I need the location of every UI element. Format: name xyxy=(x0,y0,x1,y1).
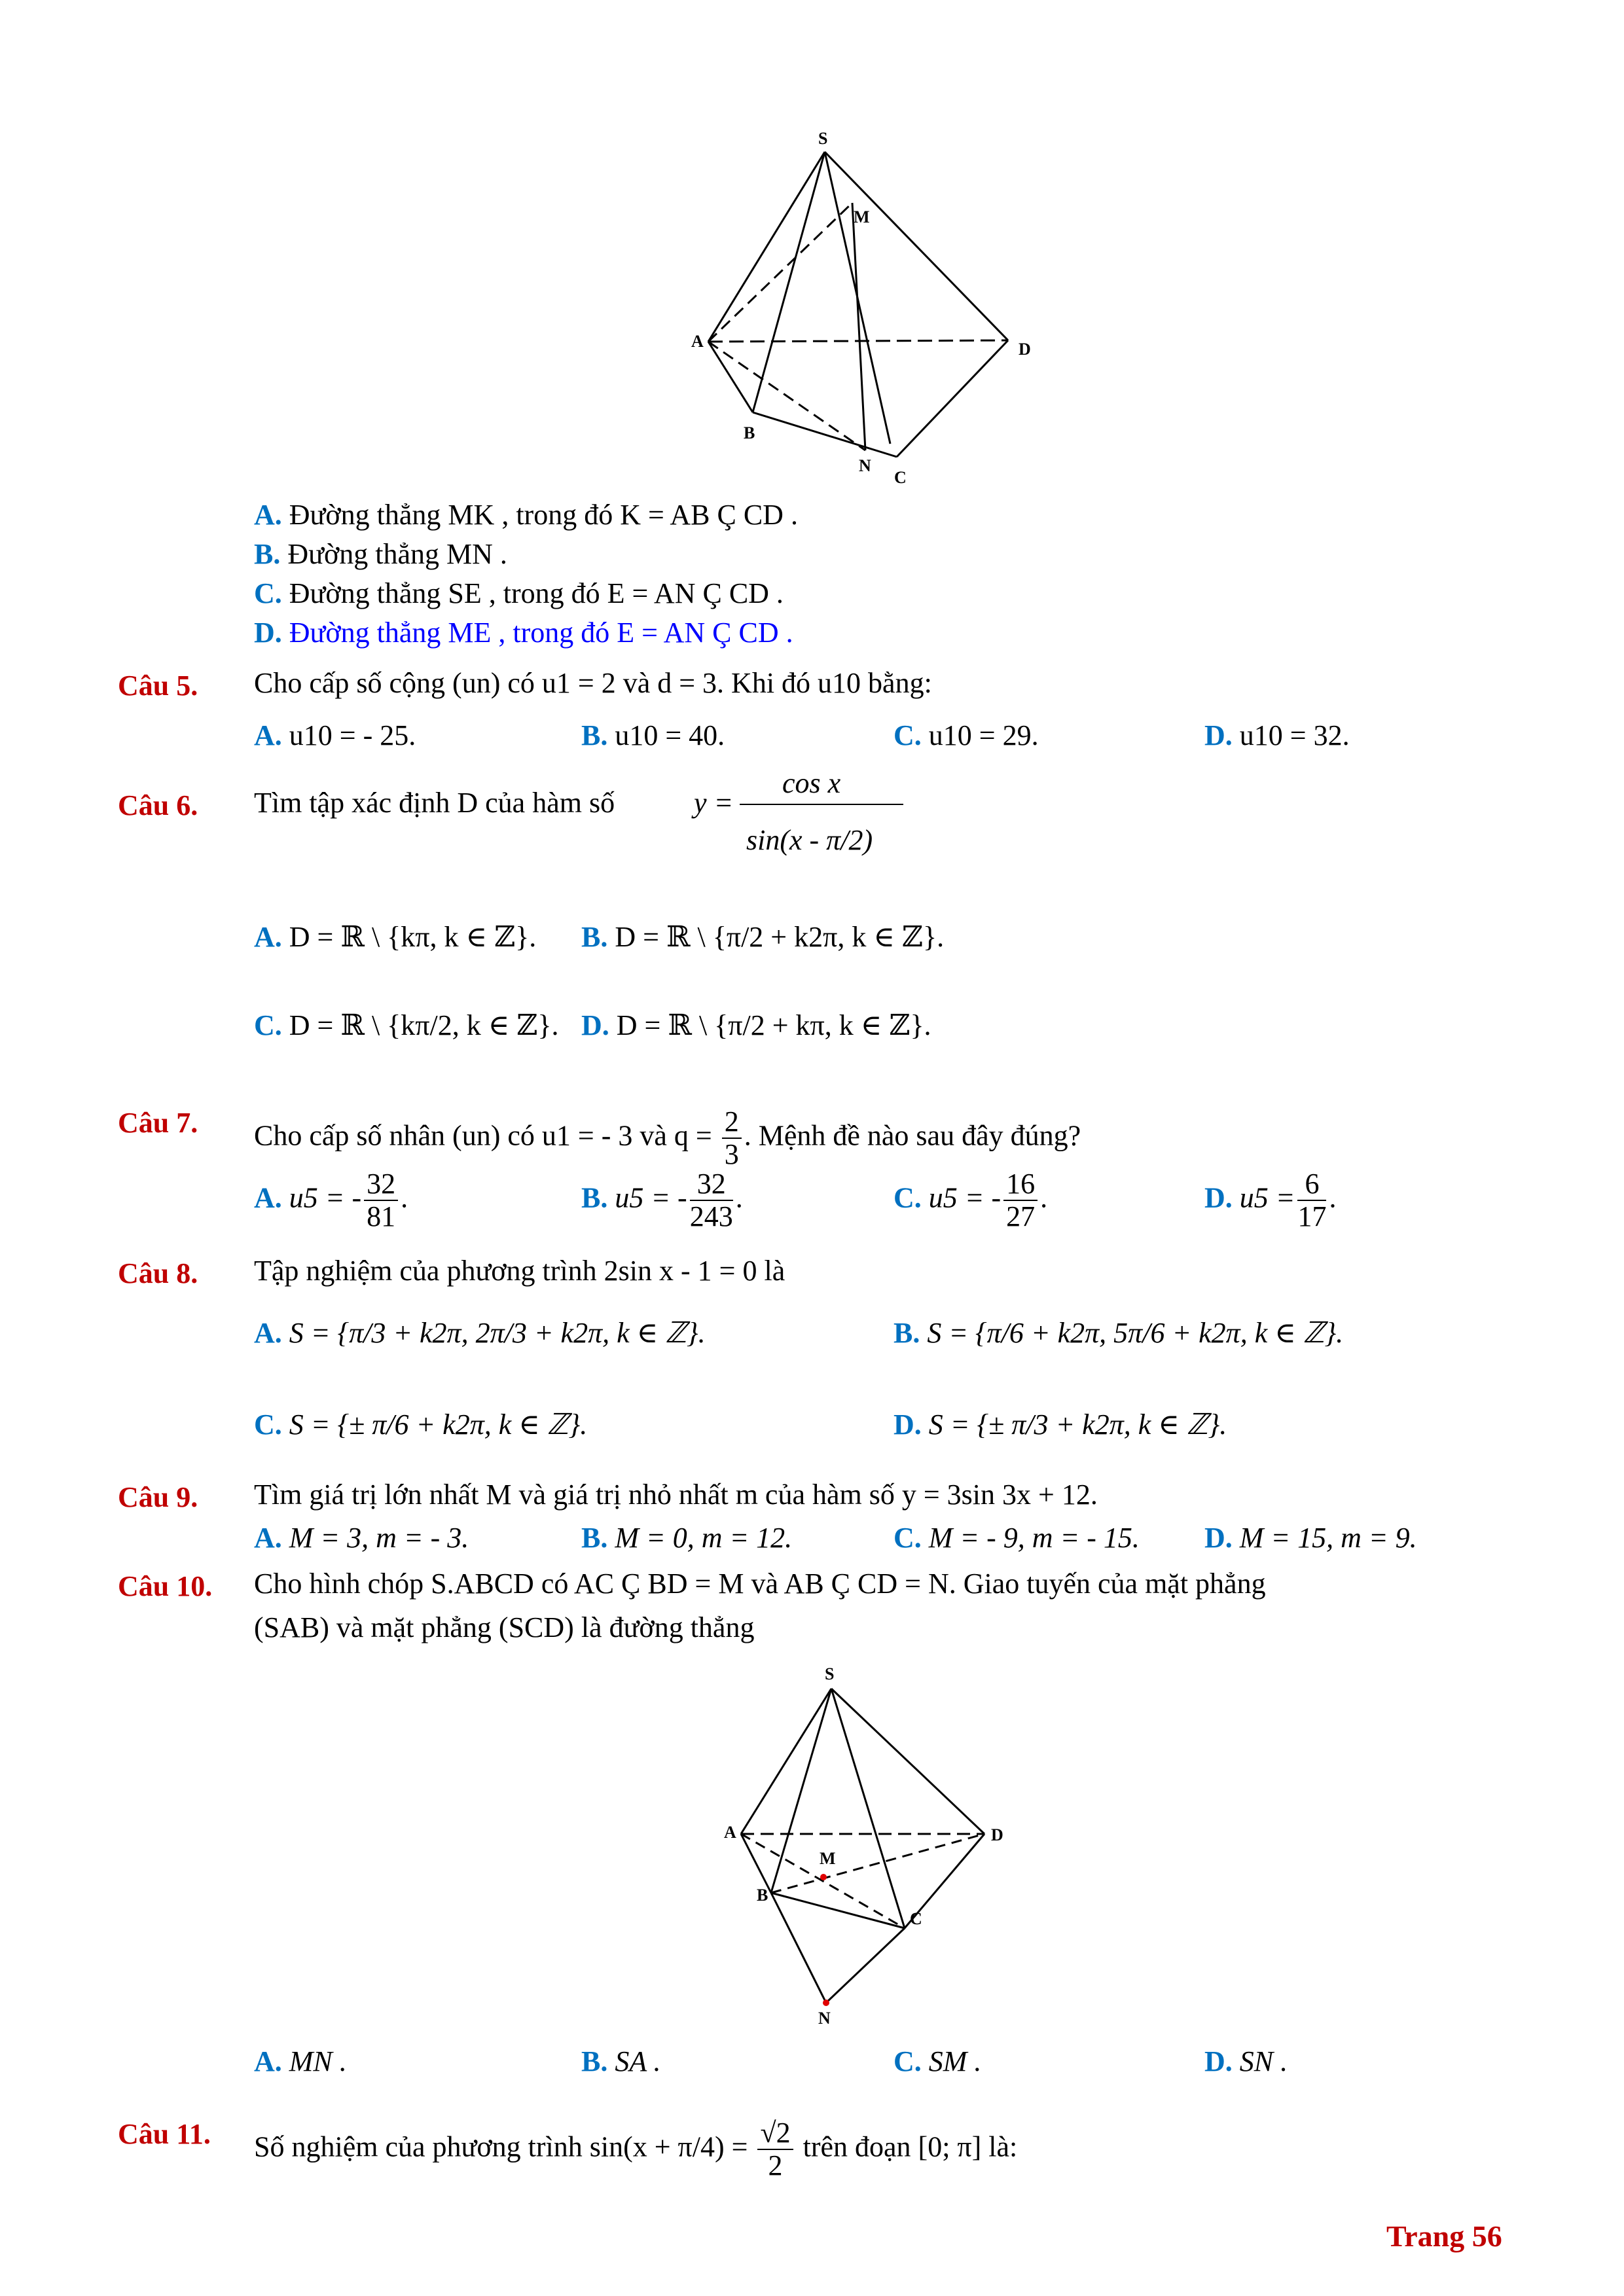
q6-option-c: C. D = ℝ \ {kπ/2, k ∈ ℤ}. xyxy=(254,1009,559,1041)
label-n: N xyxy=(818,2009,831,2028)
label-n: N xyxy=(859,456,871,475)
q9-option-d: D. M = 15, m = 9. xyxy=(1204,1522,1417,1554)
q9-stem: Tìm giá trị lớn nhất M và giá trị nhỏ nhất m của hàm số y = 3sin 3x + 12. xyxy=(254,1479,1098,1511)
q11-rhs-fraction: $\frac{√2}{2}$ xyxy=(757,2117,793,2182)
q8-label: Câu 8. xyxy=(118,1257,198,1289)
q10-option-a: A. MN . xyxy=(254,2045,347,2077)
label-a: A xyxy=(724,1823,736,1842)
label-s: S xyxy=(818,129,828,148)
q4-option-d: D. Đường thẳng ME , trong đó E = AN Ç CD . xyxy=(254,617,793,649)
q5-option-d: D. u10 = 32. xyxy=(1204,719,1350,751)
q7-ratio-fraction: $\frac{2}{3}$ xyxy=(722,1106,742,1171)
label-s: S xyxy=(825,1664,835,1683)
q10-option-c: C. SM . xyxy=(893,2045,982,2077)
q10-stem-line1: Cho hình chóp S.ABCD có AC Ç BD = M và AB Ç CD = N. Giao tuyến của mặt phẳng xyxy=(254,1568,1266,1600)
q8-option-a: A. S = {π/3 + k2π, 2π/3 + k2π, k ∈ ℤ}. xyxy=(254,1317,706,1349)
label-d: D xyxy=(1019,340,1031,359)
q6-func-num: cos x xyxy=(782,767,841,799)
q8-option-c: C. S = {± π/6 + k2π, k ∈ ℤ}. xyxy=(254,1408,588,1441)
q8-option-d: D. S = {± π/3 + k2π, k ∈ ℤ}. xyxy=(893,1408,1227,1441)
q10-stem-line2: (SAB) và mặt phẳng (SCD) là đường thẳng xyxy=(254,1611,755,1643)
q7-stem: Cho cấp số nhân (un) có u1 = - 3 và q = $\frac{2}{3}$ . Mệnh đề nào sau đây đúng? xyxy=(254,1105,1081,1171)
q6-fraction-bar xyxy=(740,804,903,805)
label-d: D xyxy=(991,1825,1003,1844)
q9-option-a: A. M = 3, m = - 3. xyxy=(254,1522,469,1554)
q6-func-den: sin(x - π/2) xyxy=(746,824,873,856)
q5-option-b: B. u10 = 40. xyxy=(581,719,725,751)
q5-option-a: A. u10 = - 25. xyxy=(254,719,416,751)
q9-label: Câu 9. xyxy=(118,1481,198,1513)
label-a: A xyxy=(691,332,704,351)
label-b: B xyxy=(744,423,755,442)
q6-option-b: B. D = ℝ \ {π/2 + k2π, k ∈ ℤ}. xyxy=(581,921,945,953)
q6-label: Câu 6. xyxy=(118,789,198,821)
label-c: C xyxy=(894,468,907,487)
q7-option-c: C. u5 = - $\frac{16}{27}$ . xyxy=(893,1168,1048,1233)
label-b: B xyxy=(757,1886,768,1905)
q5-stem: Cho cấp số cộng (un) có u1 = 2 và d = 3. Khi đó u10 bằng: xyxy=(254,667,932,699)
q5-label: Câu 5. xyxy=(118,670,198,702)
q6-option-a: A. D = ℝ \ {kπ, k ∈ ℤ}. xyxy=(254,921,537,953)
q10-option-b: B. SA . xyxy=(581,2045,661,2077)
q8-option-b: B. S = {π/6 + k2π, 5π/6 + k2π, k ∈ ℤ}. xyxy=(893,1317,1344,1349)
figure-pyramid-1 xyxy=(681,124,1047,491)
label-c: C xyxy=(910,1909,922,1928)
label-m: M xyxy=(820,1849,836,1868)
q4-option-c: C. Đường thẳng SE , trong đó E = AN Ç CD . xyxy=(254,577,784,609)
q6-stem: Tìm tập xác định D của hàm số xyxy=(254,787,615,819)
q7-option-b: B. u5 = - $\frac{32}{243}$ . xyxy=(581,1168,743,1233)
page-number: Trang 56 xyxy=(1386,2219,1502,2253)
q10-option-d: D. SN . xyxy=(1204,2045,1288,2077)
q5-option-c: C. u10 = 29. xyxy=(893,719,1039,751)
q11-stem: Số nghiệm của phương trình sin(x + π/4) = $\frac{√2}{2}$ trên đoạn [0; π] là: xyxy=(254,2117,1018,2182)
q9-option-b: B. M = 0, m = 12. xyxy=(581,1522,793,1554)
q11-label: Câu 11. xyxy=(118,2118,211,2150)
q7-option-a: A. u5 = - $\frac{32}{81}$ . xyxy=(254,1168,408,1233)
q10-label: Câu 10. xyxy=(118,1570,213,1602)
label-m: M xyxy=(854,207,870,226)
q4-option-a: A. Đường thẳng MK , trong đó K = AB Ç CD . xyxy=(254,499,798,531)
q9-option-c: C. M = - 9, m = - 15. xyxy=(893,1522,1140,1554)
q4-option-b: B. Đường thẳng MN . xyxy=(254,538,507,570)
q7-label: Câu 7. xyxy=(118,1107,198,1139)
q7-option-d: D. u5 = $\frac{6}{17}$ . xyxy=(1204,1168,1337,1233)
figure-pyramid-2 xyxy=(713,1662,1015,2029)
q6-option-d: D. D = ℝ \ {π/2 + kπ, k ∈ ℤ}. xyxy=(581,1009,931,1041)
q6-func-lhs: y = xyxy=(694,787,734,819)
q8-stem: Tập nghiệm của phương trình 2sin x - 1 = 0 là xyxy=(254,1255,785,1287)
